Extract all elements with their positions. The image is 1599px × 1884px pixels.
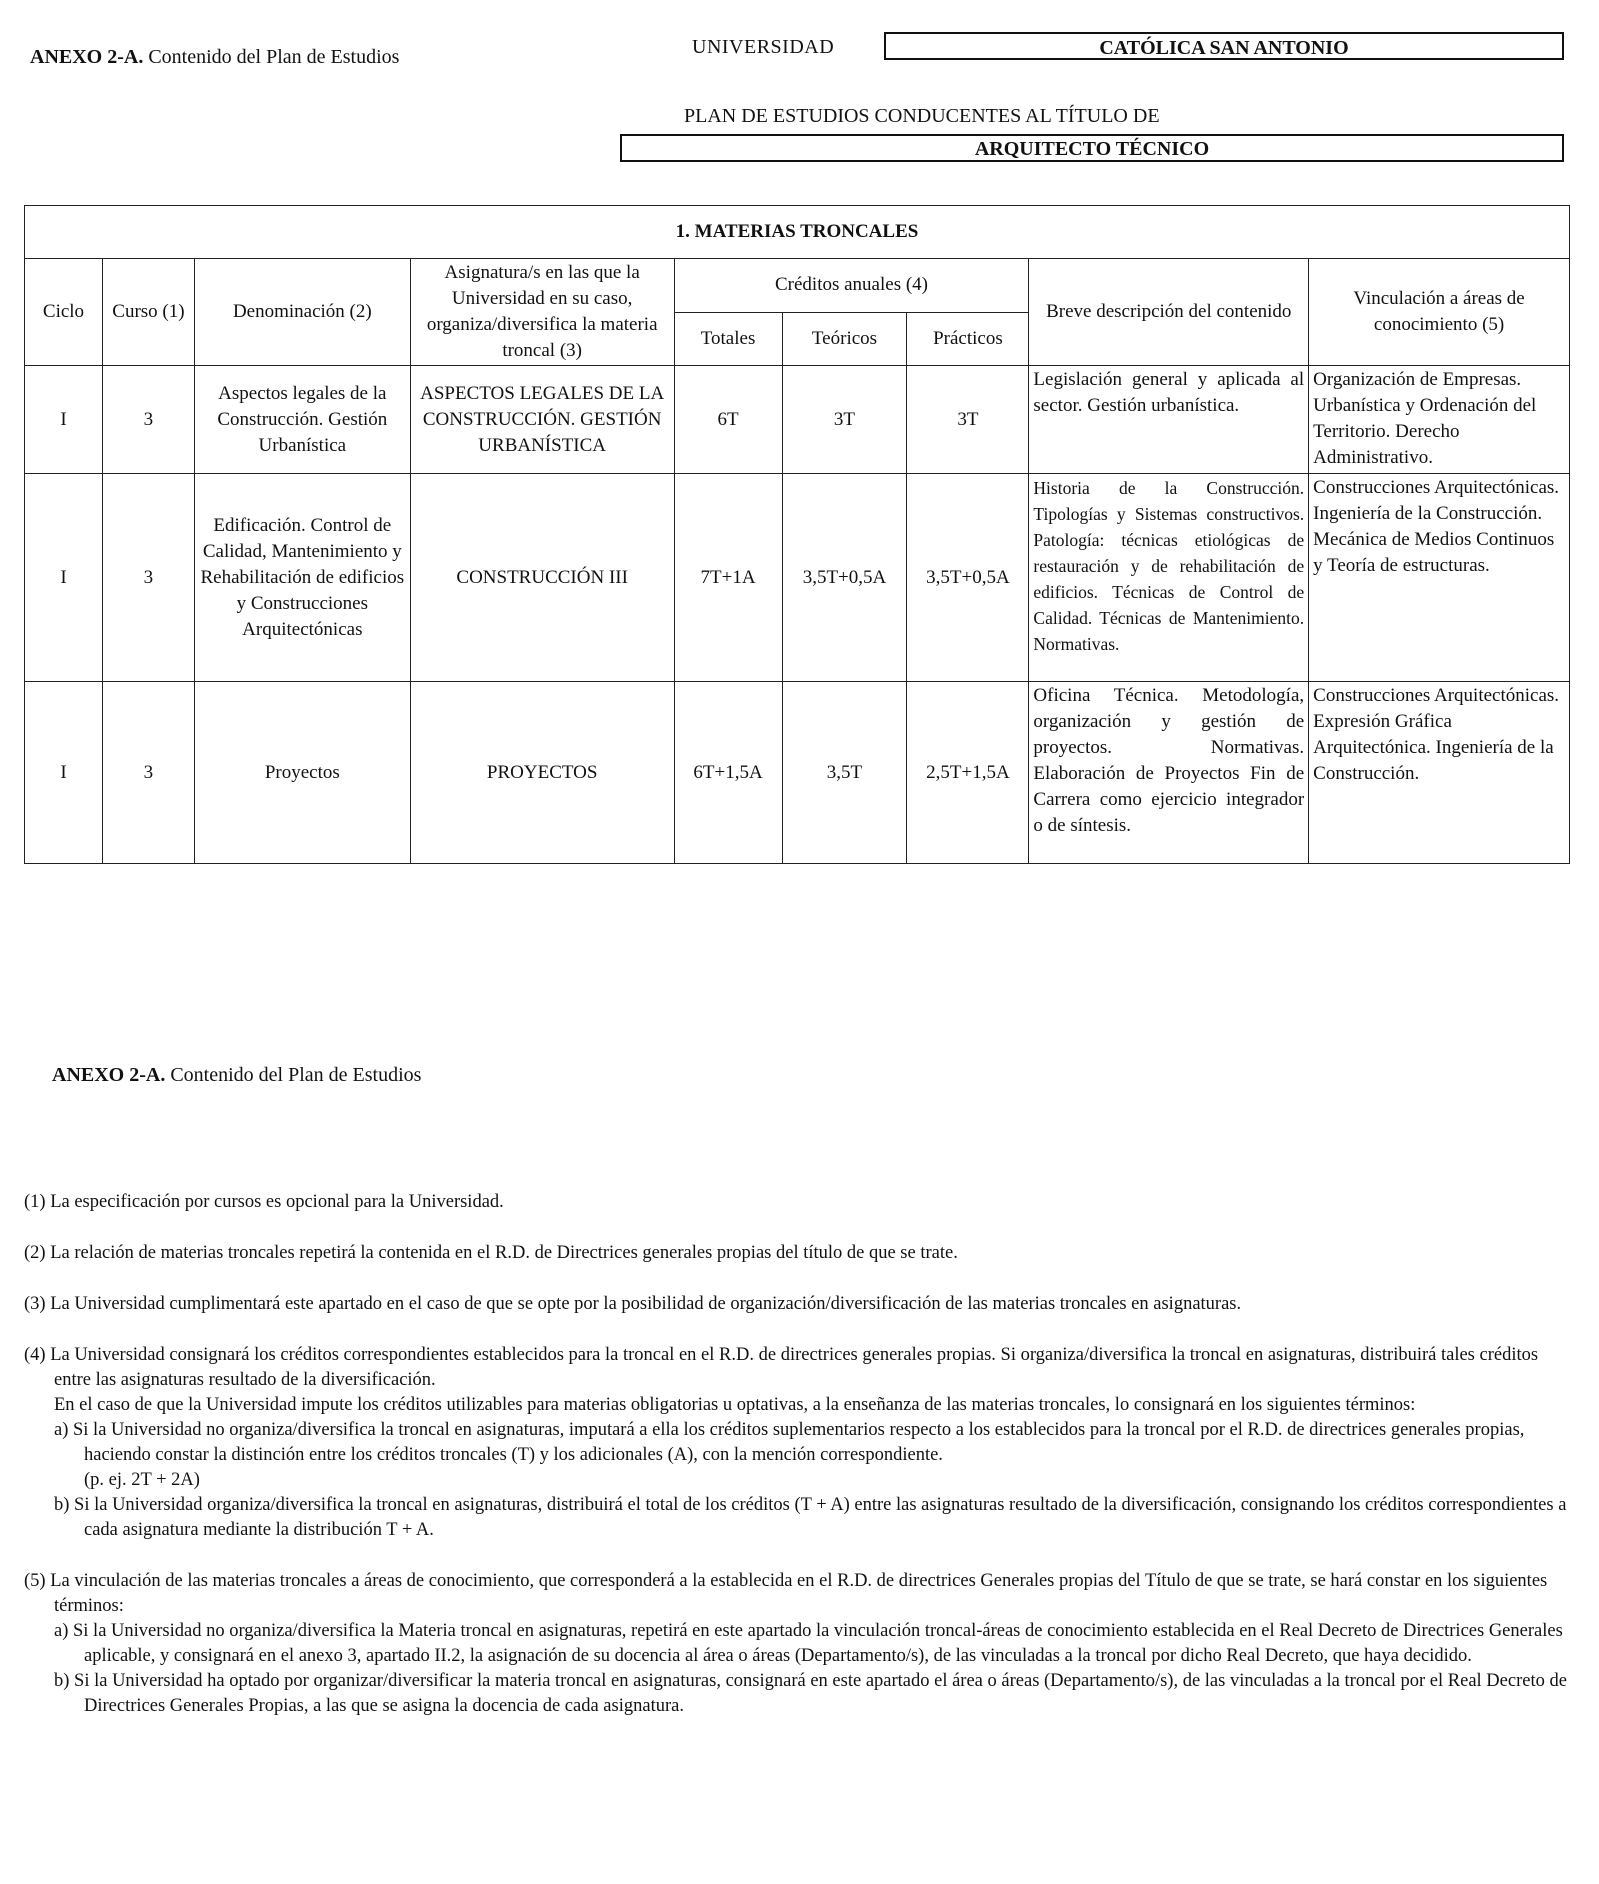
- note-3: (3) La Universidad cumplimentará este apartado en el caso de que se opte por la posibilidad de organización/diversificación de las materias troncales en asignaturas.: [24, 1294, 1242, 1314]
- note-4-paragraph-2: En el caso de que la Universidad impute los créditos utilizables para materias obligatorias u optativas, a la enseñanza de las materias troncales, lo consignará en los siguientes términos:: [54, 1395, 1416, 1415]
- cell-vinculacion: Organización de Empresas. Urbanística y Ordenación del Territorio. Derecho Administrativo.: [1309, 366, 1570, 474]
- table-row: [25, 366, 1570, 474]
- cell-curso: 3: [102, 474, 194, 682]
- plan-label: PLAN DE ESTUDIOS CONDUCENTES AL TÍTULO DE: [684, 105, 1160, 127]
- cell-vinculacion: Construcciones Arquitectónicas. Expresión Gráfica Arquitectónica. Ingeniería de la Construcción.: [1309, 682, 1570, 864]
- cell-teoricos: 3,5T+0,5A: [782, 474, 907, 682]
- cell-curso: 3: [102, 682, 194, 864]
- cell-denominacion: Edificación. Control de Calidad, Mantenimiento y Rehabilitación de edificios y Construcciones Arquitectónicas: [194, 474, 410, 682]
- header-creditos: Créditos anuales (4): [674, 259, 1029, 313]
- header-totales: Totales: [674, 312, 782, 366]
- header-teoricos: Teóricos: [782, 312, 907, 366]
- anexo-heading-bold: ANEXO 2-A.: [30, 46, 144, 68]
- note-4: (4) La Universidad consignará los créditos correspondientes establecidos para la troncal en el R.D. de directrices generales propias. Si organiza/diversifica la troncal en asignaturas, distribuirá tales créditos entre las asignaturas resultado de la diversificación.: [24, 1345, 1539, 1390]
- cell-ciclo: I: [25, 474, 103, 682]
- note-5-a: a) Si la Universidad no organiza/diversifica la Materia troncal en asignaturas, repetirá en este apartado la vinculación troncal-áreas de conocimiento establecida en el Real Decreto de Directrices Generales aplicable, y consignará en el anexo 3, apartado II.2, la asignación de su docencia al área o áreas (Departamento/s), de las vinculadas a la troncal por dicho Real Decreto, que haya decidido.: [54, 1621, 1563, 1666]
- anexo-heading-text: Contenido del Plan de Estudios: [143, 46, 400, 68]
- cell-vinculacion: Construcciones Arquitectónicas. Ingeniería de la Construcción. Mecánica de Medios Continuos y Teoría de estructuras.: [1309, 474, 1570, 682]
- header-practicos: Prácticos: [907, 312, 1029, 366]
- cell-denominacion: Aspectos legales de la Construcción. Gestión Urbanística: [194, 366, 410, 474]
- note-4-block: [24, 1343, 1570, 1543]
- header-vinculacion: Vinculación a áreas de conocimiento (5): [1309, 259, 1570, 366]
- table-title: 1. MATERIAS TRONCALES: [25, 206, 1570, 259]
- anexo-heading: [30, 46, 399, 69]
- note-4-a: a) Si la Universidad no organiza/diversifica la troncal en asignaturas, imputará a ella los créditos suplementarios respecto a los establecidos para la troncal por el R.D. de directrices generales propias, haciendo constar la distinción entre los créditos troncales (T) y los adicionales (A), con la mención correspondiente.: [54, 1420, 1525, 1465]
- materias-troncales-table: [24, 205, 1570, 864]
- note-5-block: [24, 1569, 1570, 1719]
- universidad-label: UNIVERSIDAD: [692, 36, 835, 58]
- footer-anexo-heading: [52, 1064, 421, 1087]
- cell-ciclo: I: [25, 682, 103, 864]
- footer-anexo-bold: ANEXO 2-A.: [52, 1064, 166, 1086]
- cell-totales: 6T: [674, 366, 782, 474]
- cell-curso: 3: [102, 366, 194, 474]
- universidad-value-box: CATÓLICA SAN ANTONIO: [884, 32, 1564, 60]
- table-row: [25, 682, 1570, 864]
- cell-teoricos: 3,5T: [782, 682, 907, 864]
- header-denominacion: Denominación (2): [194, 259, 410, 366]
- note-5: (5) La vinculación de las materias troncales a áreas de conocimiento, que corresponderá a la establecida en el R.D. de directrices Generales propias del Título de que se trate, se hará constar en los siguientes términos:: [24, 1571, 1548, 1616]
- cell-totales: 7T+1A: [674, 474, 782, 682]
- cell-teoricos: 3T: [782, 366, 907, 474]
- header-asignatura: Asignatura/s en las que la Universidad en su caso, organiza/diversifica la materia troncal (3): [410, 259, 674, 366]
- cell-asignatura: ASPECTOS LEGALES DE LA CONSTRUCCIÓN. GESTIÓN URBANÍSTICA: [410, 366, 674, 474]
- footer-anexo-text: Contenido del Plan de Estudios: [165, 1064, 422, 1086]
- note-4-a-example: (p. ej. 2T + 2A): [84, 1470, 200, 1490]
- cell-practicos: 2,5T+1,5A: [907, 682, 1029, 864]
- cell-descripcion: Legislación general y aplicada al sector. Gestión urbanística.: [1029, 366, 1309, 474]
- titulo-value-box: ARQUITECTO TÉCNICO: [620, 134, 1564, 162]
- cell-totales: 6T+1,5A: [674, 682, 782, 864]
- cell-denominacion: Proyectos: [194, 682, 410, 864]
- header-ciclo: Ciclo: [25, 259, 103, 366]
- cell-asignatura: PROYECTOS: [410, 682, 674, 864]
- note-4-b: b) Si la Universidad organiza/diversifica la troncal en asignaturas, distribuirá el total de los créditos (T + A) entre las asignaturas resultado de la diversificación, consignando los créditos correspondientes a cada asignatura mediante la distribución T + A.: [54, 1495, 1567, 1540]
- cell-ciclo: I: [25, 366, 103, 474]
- cell-practicos: 3,5T+0,5A: [907, 474, 1029, 682]
- note-1: (1) La especificación por cursos es opcional para la Universidad.: [24, 1192, 504, 1212]
- note-5-b: b) Si la Universidad ha optado por organizar/diversificar la materia troncal en asignaturas, consignará en este apartado el área o áreas (Departamento/s), de las vinculadas a la troncal por el Real Decreto de Directrices Generales Propias, a las que se asigna la docencia de cada asignatura.: [54, 1671, 1567, 1716]
- header-descripcion: Breve descripción del contenido: [1029, 259, 1309, 366]
- cell-descripcion: Oficina Técnica. Metodología, organización y gestión de proyectos. Normativas. Elaboración de Proyectos Fin de Carrera como ejercicio integrador o de síntesis.: [1029, 682, 1309, 864]
- header-curso: Curso (1): [102, 259, 194, 366]
- cell-descripcion: Historia de la Construcción. Tipologías y Sistemas constructivos. Patología: técnicas etiológicas de restauración y de rehabilitación de edificios. Técnicas de Control de Calidad. Técnicas de Mantenimiento. Normativas.: [1029, 474, 1309, 682]
- footnotes: [24, 1190, 1570, 1719]
- note-2: (2) La relación de materias troncales repetirá la contenida en el R.D. de Directrices generales propias del título de que se trate.: [24, 1243, 958, 1263]
- table-row: [25, 474, 1570, 682]
- cell-asignatura: CONSTRUCCIÓN III: [410, 474, 674, 682]
- cell-practicos: 3T: [907, 366, 1029, 474]
